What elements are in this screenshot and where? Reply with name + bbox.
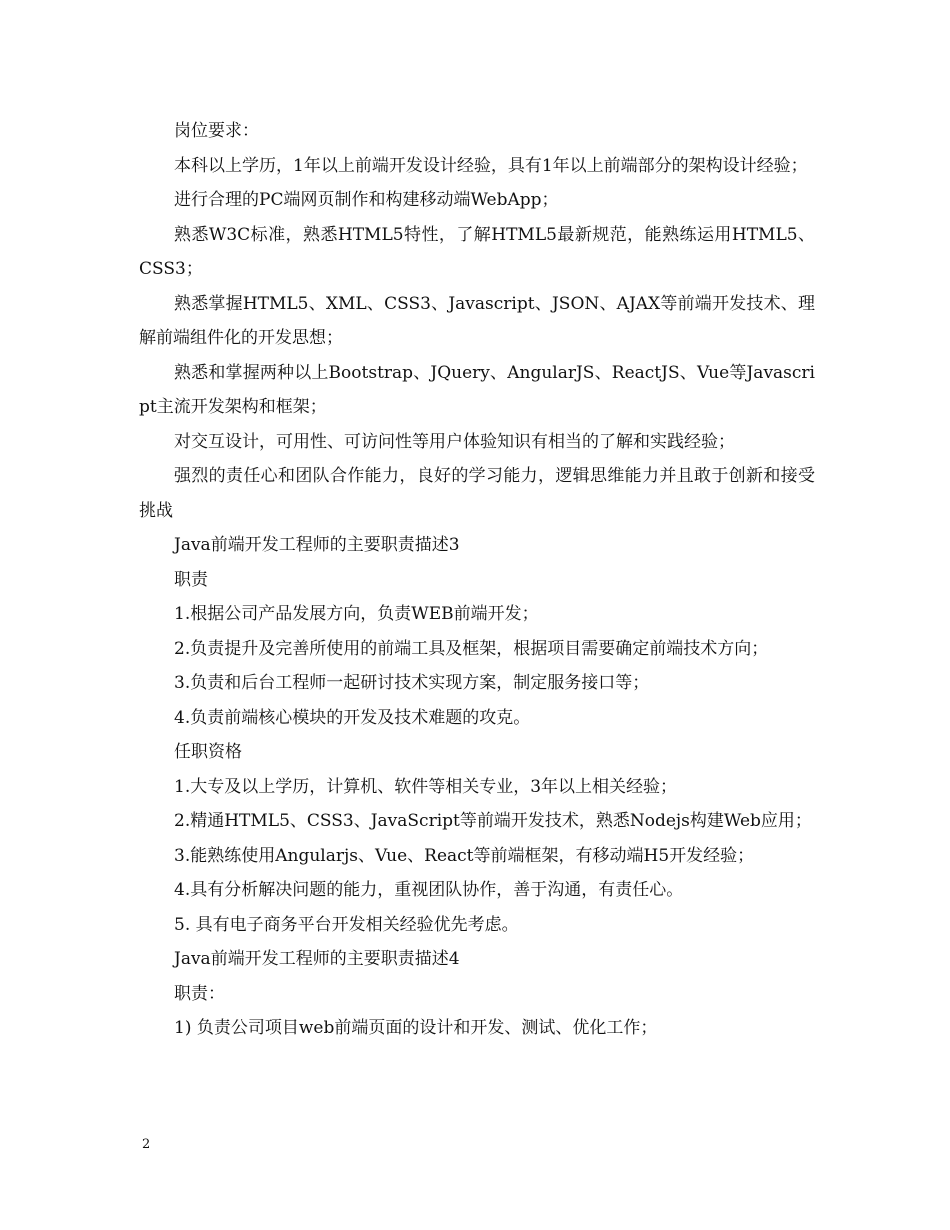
qualifications-heading: 任职资格: [174, 742, 242, 762]
page-number: 2: [142, 1137, 151, 1152]
list-item: 2.负责提升及完善所使用的前端工具及框架，根据项目需要确定前端技术方向；: [174, 638, 769, 659]
paragraph: 进行合理的PC端网页制作和构建移动端WebApp；: [174, 190, 559, 210]
paragraph: 强烈的责任心和团队合作能力，良好的学习能力，逻辑思维能力并且敢于创新和接受挑战: [139, 466, 815, 521]
paragraph: 熟悉掌握HTML5、XML、CSS3、Javascript、JSON、AJAX等前端开发技术、理解前端组件化的开发思想；: [139, 293, 815, 348]
document-body: [139, 114, 815, 1046]
list-item: 3.负责和后台工程师一起研讨技术实现方案，制定服务接口等；: [174, 673, 650, 693]
list-item: 1) 负责公司项目web前端页面的设计和开发、测试、优化工作；: [174, 1018, 658, 1038]
responsibilities-heading: 职责: [174, 569, 208, 590]
paragraph: 熟悉和掌握两种以上Bootstrap、JQuery、AngularJS、ReactJS、Vue等Javascript主流开发架构和框架；: [139, 362, 815, 417]
list-item: 1.大专及以上学历，计算机、软件等相关专业，3年以上相关经验；: [174, 776, 678, 797]
responsibilities-heading: 职责：: [174, 983, 225, 1004]
paragraph: 对交互设计，可用性、可访问性等用户体验知识有相当的了解和实践经验；: [174, 431, 735, 452]
list-item: 3.能熟练使用Angularjs、Vue、React等前端框架，有移动端H5开发经验；: [174, 845, 755, 866]
list-item: 2.精通HTML5、CSS3、JavaScript等前端开发技术，熟悉Nodejs构建Web应用；: [174, 811, 812, 831]
paragraph: 本科以上学历，1年以上前端开发设计经验，具有1年以上前端部分的架构设计经验；: [174, 155, 808, 176]
list-item: 5. 具有电子商务平台开发相关经验优先考虑。: [174, 914, 519, 935]
section-heading-4: Java前端开发工程师的主要职责描述4: [174, 949, 460, 969]
list-item: 4.具有分析解决问题的能力，重视团队协作，善于沟通，有责任心。: [174, 880, 684, 900]
paragraph: 熟悉W3C标准，熟悉HTML5特性，了解HTML5最新规范，能熟练运用HTML5、CSS3；: [139, 224, 815, 279]
list-item: 1.根据公司产品发展方向，负责WEB前端开发；: [174, 604, 539, 624]
list-item: 4.负责前端核心模块的开发及技术难题的攻克。: [174, 707, 531, 728]
paragraph-requirements-heading: 岗位要求：: [174, 121, 259, 141]
section-heading-3: Java前端开发工程师的主要职责描述3: [174, 535, 460, 555]
